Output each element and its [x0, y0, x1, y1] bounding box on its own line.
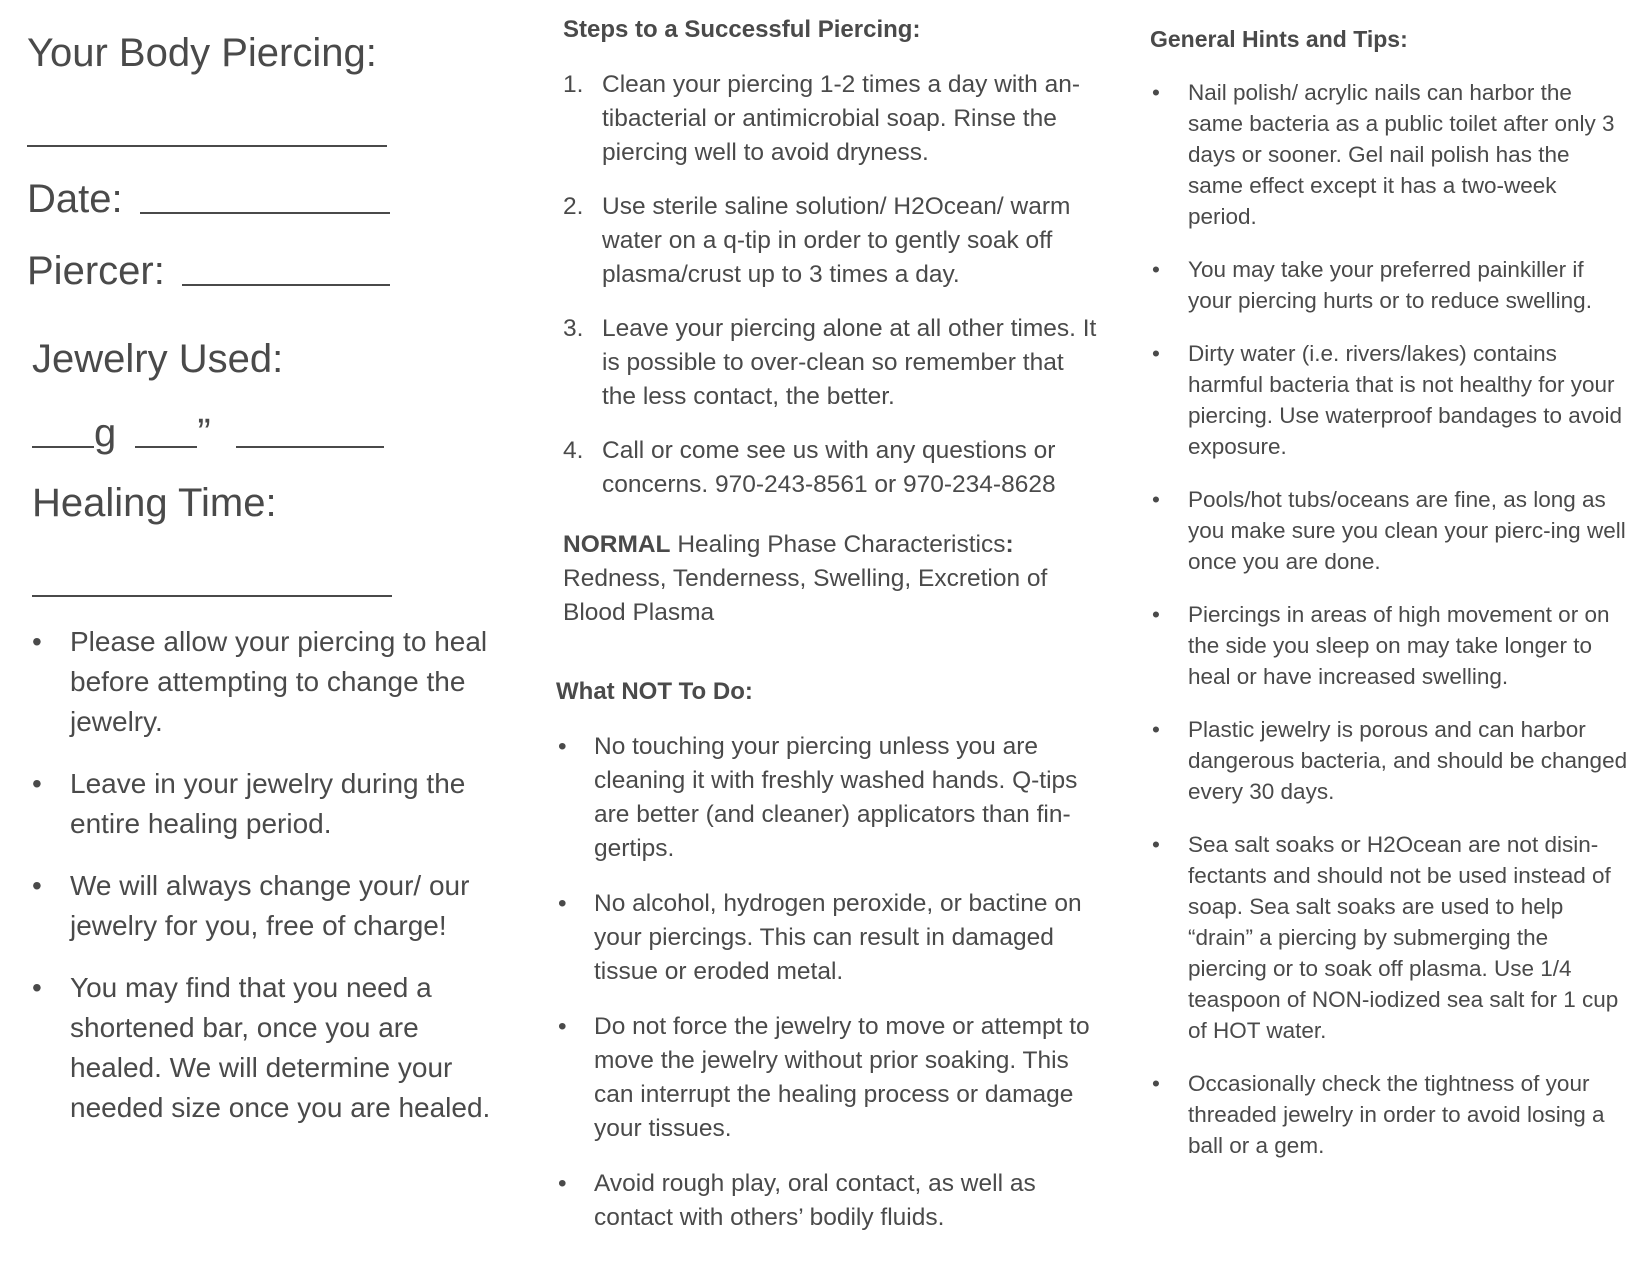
step-text: Leave your piercing alone at all other times. It is possible to over-clean so remember that the less contact, the better. — [602, 315, 1097, 410]
hints-heading: General Hints and Tips: — [1150, 26, 1408, 52]
list-item: • No alcohol, hydrogen peroxide, or bactine on your piercings. This can result in damaged tissue or eroded metal. — [556, 887, 1106, 989]
step-text: Call or come see us with any questions or concerns. 970-243-8561 or 970-234-8628 — [602, 437, 1056, 498]
list-item: • Piercings in areas of high movement or on the side you sleep on may take longer to heal or have increased swelling. — [1150, 599, 1630, 692]
date-blank — [140, 212, 390, 214]
jewelry-size-field — [32, 410, 384, 456]
list-item: • Avoid rough play, oral contact, as well as contact with others’ bodily fluids. — [556, 1167, 1106, 1235]
step-number: 4. — [563, 437, 584, 464]
normal-colon: : — [1005, 531, 1014, 558]
step-item — [563, 190, 1103, 292]
inch-mark: ” — [197, 411, 211, 455]
list-item: • Dirty water (i.e. rivers/lakes) contains harmful bacteria that is not healthy for your piercing. Use waterproof bandages to avoid exposure. — [1150, 338, 1630, 462]
step-text: Clean your piercing 1-2 times a day with an-tibacterial or antimicrobial soap. Rinse the piercing well to avoid dryness. — [602, 71, 1080, 166]
steps-heading: Steps to a Successful Piercing: — [563, 16, 921, 43]
healing-time-label: Healing Time: — [32, 481, 277, 525]
left-bullet-list — [30, 622, 500, 1150]
what-not-list — [556, 730, 1106, 1256]
healing-time-blank — [32, 595, 392, 597]
list-item: • Do not force the jewelry to move or attempt to move the jewelry without prior soaking. This can interrupt the healing process or damage your tissues. — [556, 1010, 1106, 1146]
list-item: • No touching your piercing unless you are cleaning it with freshly washed hands. Q-tips are better (and cleaner) applicators than fin-gertips. — [556, 730, 1106, 866]
step-item — [563, 312, 1103, 414]
jewelry-used-label: Jewelry Used: — [32, 337, 284, 381]
step-number: 3. — [563, 315, 584, 342]
normal-characteristics: Redness, Tenderness, Swelling, Excretion of Blood Plasma — [563, 565, 1048, 626]
what-not-heading: What NOT To Do: — [556, 678, 753, 705]
list-item: • Pools/hot tubs/oceans are fine, as long as you make sure you clean your pierc-ing well once you are done. — [1150, 484, 1630, 577]
step-number: 2. — [563, 193, 584, 220]
gauge-blank — [32, 446, 94, 448]
list-item: • Nail polish/ acrylic nails can harbor the same bacteria as a public toilet after only 3 days or sooner. Gel nail polish has the same effect except it has a two-week period. — [1150, 77, 1630, 232]
list-item: • Occasionally check the tightness of your threaded jewelry in order to avoid losing a ball or a gem. — [1150, 1068, 1630, 1161]
date-field — [27, 176, 390, 222]
list-item: • Sea salt soaks or H2Ocean are not disin-fectants and should not be used instead of soap. Sea salt soaks are used to help “drain” a piercing by submerging the piercing or to soak off plasma. Use 1/4 teaspoon of NON-iodized sea salt for 1 cup of HOT water. — [1150, 829, 1630, 1046]
piercer-field — [27, 248, 390, 294]
length-blank — [135, 446, 197, 448]
list-item: • You may find that you need a shortened bar, once you are healed. We will determine your needed size once you are healed. — [30, 968, 500, 1128]
step-item — [563, 68, 1103, 170]
list-item: • Please allow your piercing to heal before attempting to change the jewelry. — [30, 622, 500, 742]
normal-healing-block — [563, 528, 1103, 630]
type-blank — [236, 446, 384, 448]
date-label: Date: — [27, 177, 123, 221]
steps-list — [563, 68, 1103, 522]
piercer-blank — [182, 284, 390, 286]
hints-list — [1150, 77, 1630, 1183]
list-item: • Leave in your jewelry during the entire healing period. — [30, 764, 500, 844]
body-piercing-blank — [27, 145, 387, 147]
normal-heading-rest: Healing Phase Characteristics — [670, 531, 1006, 558]
body-piercing-label: Your Body Piercing: — [27, 31, 377, 75]
piercer-label: Piercer: — [27, 249, 165, 293]
gauge-unit: g — [94, 411, 117, 455]
list-item: • Plastic jewelry is porous and can harbor dangerous bacteria, and should be changed every 30 days. — [1150, 714, 1630, 807]
normal-bold: NORMAL — [563, 531, 671, 558]
list-item: • We will always change your/ our jewelry for you, free of charge! — [30, 866, 500, 946]
step-text: Use sterile saline solution/ H2Ocean/ warm water on a q-tip in order to gently soak off plasma/crust up to 3 times a day. — [602, 193, 1071, 288]
step-item — [563, 434, 1103, 502]
list-item: • You may take your preferred painkiller if your piercing hurts or to reduce swelling. — [1150, 254, 1630, 316]
step-number: 1. — [563, 71, 584, 98]
